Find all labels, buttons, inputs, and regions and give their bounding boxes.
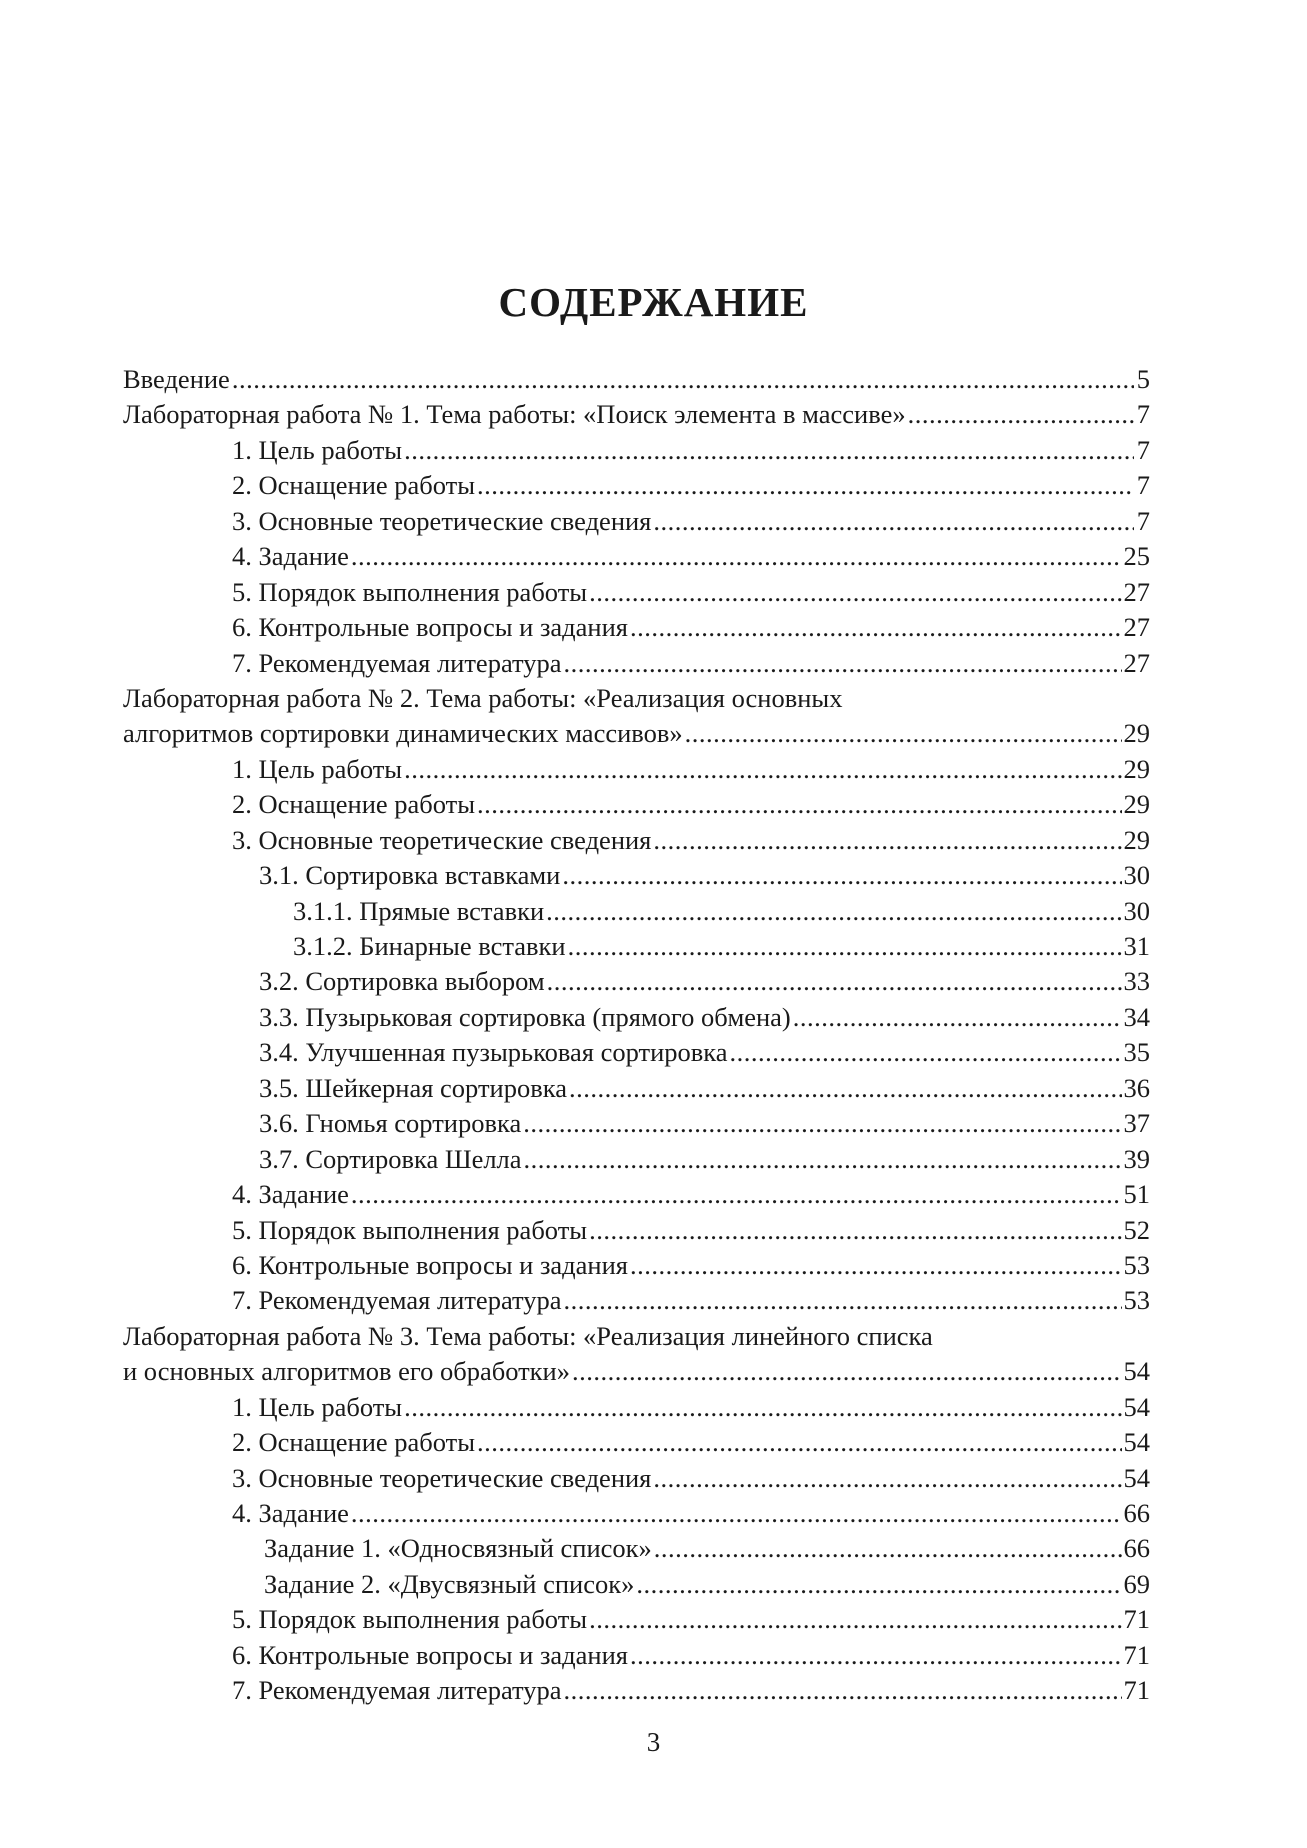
dot-leader <box>568 929 1122 964</box>
dot-leader <box>523 1106 1121 1141</box>
toc-entry-label: 4. Задание <box>232 1179 349 1210</box>
toc-entry[interactable] <box>123 858 1150 893</box>
toc-entry-label: 6. Контрольные вопросы и задания <box>232 1639 628 1670</box>
toc-entry[interactable] <box>123 716 1150 751</box>
toc-entry-label: 1. Цель работы <box>232 1391 403 1422</box>
dot-leader <box>564 1673 1122 1708</box>
toc-entry-page: 36 <box>1123 1072 1150 1103</box>
toc-entry-label: Задание 1. «Односвязный список» <box>264 1533 652 1564</box>
toc-entry-label: 6. Контрольные вопросы и задания <box>232 1249 628 1280</box>
toc-entry-label: 2. Оснащение работы <box>232 470 476 501</box>
toc-entry-page: 53 <box>1123 1249 1150 1280</box>
dot-leader <box>564 1283 1122 1318</box>
toc-entry[interactable] <box>123 1354 1150 1389</box>
toc-entry[interactable] <box>123 1213 1150 1248</box>
dot-leader <box>351 539 1122 574</box>
toc-entry-page: 54 <box>1123 1462 1150 1493</box>
dot-leader <box>908 397 1134 432</box>
dot-leader <box>477 1425 1121 1460</box>
toc-entry[interactable] <box>123 362 1150 397</box>
page-number: 3 <box>646 1727 661 1757</box>
toc-entry-label: 3.7. Сортировка Шелла <box>259 1143 522 1174</box>
toc-entry-page: 30 <box>1123 860 1150 891</box>
dot-leader <box>404 433 1134 468</box>
toc-entry[interactable] <box>123 1602 1150 1637</box>
toc-entry[interactable] <box>123 468 1150 503</box>
toc-entry-page: 31 <box>1123 931 1150 961</box>
toc-entry-page: 5 <box>1136 364 1150 394</box>
toc-entry[interactable] <box>123 1177 1150 1212</box>
dot-leader <box>636 1567 1121 1602</box>
dot-leader <box>477 468 1134 503</box>
toc-entry-label: 3.4. Улучшенная пузырьковая сортировка <box>259 1037 728 1068</box>
dot-leader <box>630 1248 1122 1283</box>
toc-entry-label: 5. Порядок выполнения работы <box>232 576 588 607</box>
toc-entry-label: 3.2. Сортировка выбором <box>259 966 545 997</box>
toc-entry[interactable] <box>123 1071 1150 1106</box>
toc-entry-label: 3.3. Пузырьковая сортировка (прямого обмена) <box>259 1001 791 1032</box>
toc-entry[interactable] <box>123 1000 1150 1035</box>
toc-entry[interactable] <box>123 575 1150 610</box>
toc-entry-label: 4. Задание <box>232 1498 349 1528</box>
toc-entry[interactable] <box>123 646 1150 681</box>
dot-leader <box>569 1071 1122 1106</box>
toc-entry-label: 3. Основные теоретические сведения <box>232 824 652 855</box>
toc-entry[interactable] <box>123 1461 1150 1496</box>
toc-entry-label: 3.6. Гномья сортировка <box>259 1108 522 1139</box>
dot-leader <box>653 823 1121 858</box>
dot-leader <box>546 894 1121 929</box>
toc-entry-page: 27 <box>1123 647 1150 678</box>
toc-entry-page: 71 <box>1123 1675 1150 1706</box>
toc-entry-page: 7 <box>1136 505 1150 536</box>
dot-leader <box>547 964 1122 999</box>
toc-entry-page: 33 <box>1123 966 1150 997</box>
toc-entry-label: Лабораторная работа № 3. Тема работы: «Реализация линейного списка <box>123 1320 933 1351</box>
dot-leader <box>351 1496 1122 1531</box>
toc-entry-label: 3. Основные теоретические сведения <box>232 1462 652 1493</box>
toc-entry-page: 54 <box>1123 1391 1150 1422</box>
toc-entry-page: 7 <box>1136 434 1150 465</box>
dot-leader <box>404 752 1121 787</box>
toc-entry-page: 69 <box>1123 1568 1150 1599</box>
dot-leader <box>564 646 1122 681</box>
toc-entry-page: 51 <box>1123 1179 1150 1210</box>
toc-entry-label: 4. Задание <box>232 541 349 572</box>
toc-entry-label: 6. Контрольные вопросы и задания <box>232 612 628 643</box>
toc-entry-page: 25 <box>1123 541 1150 572</box>
toc-entry-label: 5. Порядок выполнения работы <box>232 1604 588 1635</box>
toc-entry-page: 54 <box>1123 1356 1150 1387</box>
toc-entry-page: 29 <box>1123 824 1150 855</box>
toc-entry-label: Лабораторная работа № 1. Тема работы: «Поиск элемента в массиве» <box>123 399 906 430</box>
toc-entry-label: 3.1.1. Прямые вставки <box>293 895 545 926</box>
dot-leader <box>404 1390 1121 1425</box>
toc-entry-label: 7. Рекомендуемая литература <box>232 1285 562 1316</box>
dot-leader <box>630 1638 1122 1673</box>
dot-leader <box>653 504 1134 539</box>
toc-entry-page: 34 <box>1123 1001 1150 1032</box>
toc-entry-page: 29 <box>1123 789 1150 820</box>
toc-entry-page: 35 <box>1123 1037 1150 1068</box>
toc-entry[interactable] <box>123 1283 1150 1318</box>
toc-entry[interactable] <box>123 1425 1150 1460</box>
toc-entry[interactable] <box>123 823 1150 858</box>
toc-entry-page: 71 <box>1123 1604 1150 1635</box>
toc-entry-label: 1. Цель работы <box>232 753 403 784</box>
toc-entry-page: 30 <box>1123 895 1150 926</box>
toc-entry[interactable] <box>123 964 1150 999</box>
dot-leader <box>630 610 1122 645</box>
dot-leader <box>589 1213 1121 1248</box>
dot-leader <box>589 575 1121 610</box>
toc-entry-page: 39 <box>1123 1143 1150 1174</box>
toc-entry-label: 3.1. Сортировка вставками <box>259 860 561 891</box>
toc-entry-label: 3.1.2. Бинарные вставки <box>293 931 566 961</box>
toc-entry[interactable] <box>123 894 1150 929</box>
toc-entry-label: Введение <box>123 364 230 394</box>
page-title: СОДЕРЖАНИЕ <box>498 279 809 325</box>
toc-entry-page: 71 <box>1123 1639 1150 1670</box>
dot-leader <box>572 1354 1122 1389</box>
toc-entry-page: 7 <box>1136 399 1150 430</box>
toc-entry[interactable] <box>123 397 1150 432</box>
toc-entry[interactable] <box>123 1142 1150 1177</box>
toc-entry-label: алгоритмов сортировки динамических массивов» <box>123 718 683 749</box>
toc-entry-page: 54 <box>1123 1427 1150 1458</box>
dot-leader <box>730 1035 1122 1070</box>
toc-entry[interactable] <box>123 1531 1150 1566</box>
toc-entry-label: 2. Оснащение работы <box>232 1427 476 1458</box>
toc-entry[interactable] <box>123 1496 1150 1531</box>
toc-entry[interactable] <box>123 1673 1150 1708</box>
toc-entry-page: 27 <box>1123 576 1150 607</box>
toc-entry[interactable] <box>123 681 1150 716</box>
toc-entry-label: 1. Цель работы <box>232 434 403 465</box>
dot-leader <box>793 1000 1122 1035</box>
toc-entry[interactable] <box>123 1319 1150 1354</box>
toc-entry-label: 7. Рекомендуемая литература <box>232 1675 562 1706</box>
toc-entry[interactable] <box>123 929 1150 964</box>
toc-entry[interactable] <box>123 539 1150 574</box>
toc-entry-label: Лабораторная работа № 2. Тема работы: «Реализация основных <box>123 682 843 713</box>
dot-leader <box>589 1602 1121 1637</box>
toc-entry-page: 7 <box>1136 470 1150 501</box>
toc-entry-page: 52 <box>1123 1214 1150 1245</box>
dot-leader <box>685 716 1122 751</box>
toc-entry[interactable] <box>123 610 1150 645</box>
toc-entry-page: 66 <box>1123 1533 1150 1564</box>
toc-entry[interactable] <box>123 1106 1150 1141</box>
toc-entry-page: 37 <box>1123 1108 1150 1139</box>
dot-leader <box>653 1461 1121 1496</box>
toc-entry[interactable] <box>123 1035 1150 1070</box>
toc-entry[interactable] <box>123 504 1150 539</box>
toc-entry-label: 3. Основные теоретические сведения <box>232 505 652 536</box>
dot-leader <box>562 858 1121 893</box>
dot-leader <box>654 1531 1122 1566</box>
dot-leader <box>477 787 1121 822</box>
dot-leader <box>232 362 1134 397</box>
toc-entry-page: 29 <box>1123 718 1150 749</box>
toc-entry-label: и основных алгоритмов его обработки» <box>123 1356 570 1387</box>
toc-entry-label: Задание 2. «Двусвязный список» <box>264 1568 635 1599</box>
toc-entry-page: 29 <box>1123 753 1150 784</box>
toc-entry[interactable] <box>123 1248 1150 1283</box>
dot-leader <box>351 1177 1122 1212</box>
toc-entry[interactable] <box>123 787 1150 822</box>
toc-entry-label: 3.5. Шейкерная сортировка <box>259 1072 567 1103</box>
toc-entry[interactable] <box>123 433 1150 468</box>
toc-entry[interactable] <box>123 752 1150 787</box>
toc-entry[interactable] <box>123 1390 1150 1425</box>
toc-entry-label: 5. Порядок выполнения работы <box>232 1214 588 1245</box>
toc-entry-page: 66 <box>1123 1498 1150 1528</box>
toc-entry-label: 2. Оснащение работы <box>232 789 476 820</box>
toc-entry[interactable] <box>123 1638 1150 1673</box>
toc-entry-label: 7. Рекомендуемая литература <box>232 647 562 678</box>
table-of-contents <box>123 362 1150 1709</box>
toc-entry-page: 27 <box>1123 612 1150 643</box>
toc-entry-page: 53 <box>1123 1285 1150 1316</box>
toc-entry[interactable] <box>123 1567 1150 1602</box>
dot-leader <box>524 1142 1122 1177</box>
